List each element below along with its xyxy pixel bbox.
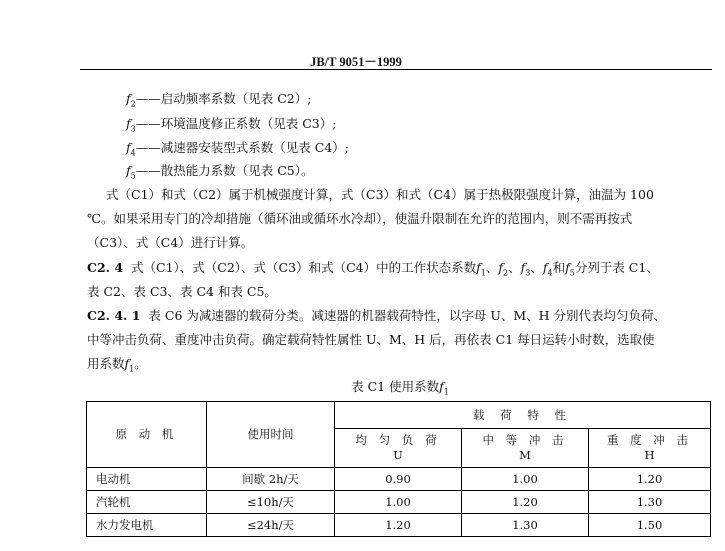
section-number: C2. 4. 1 xyxy=(87,308,141,323)
para2-text-c: 分列于表 C1、 xyxy=(574,260,659,275)
symbol-sub: 5 xyxy=(130,171,136,181)
para1-line3: （C3）、式（C4）进行计算。 xyxy=(87,235,254,250)
cell-heavy: 1.30 xyxy=(589,491,711,514)
symbol: f xyxy=(126,116,131,131)
header-usage-time: 使用时间 xyxy=(207,402,335,468)
cell-prime-mover: 汽轮机 xyxy=(87,491,207,514)
definition-f2 xyxy=(126,91,311,113)
para3-line2: 中等冲击负荷、重度冲击负荷。确定载荷特性属性 U、M、H 后，再依表 C1 每日运转小时数，选取使 xyxy=(87,332,655,347)
para1-line2: ℃。如果采用专门的冷却措施（循环油或循环水冷却），使温升限制在允许的范围内，则不需再按式 xyxy=(87,211,633,226)
symbol: f xyxy=(126,140,131,155)
cell-medium: 1.00 xyxy=(462,468,589,491)
table-title: 表 C1 使用系数$f_1$ xyxy=(351,379,449,397)
para3-text: 表 C6 为减速器的载荷分类。减速器的机器载荷特性，以字母 U、M、H 分别代表均匀负荷、 xyxy=(148,308,667,323)
header-heavy: 重 度 冲 击 H xyxy=(589,429,711,468)
definition-f4 xyxy=(126,140,349,162)
header-uniform: 均 匀 负 荷 U xyxy=(335,429,462,468)
table-title-text: 表 C1 使用系数 xyxy=(351,379,440,394)
para3-text: 用系数 xyxy=(87,356,125,371)
cell-usage-time: ≤10h/天 xyxy=(207,491,335,514)
para2-line1: C2. 4 式（C1）、式（C2）、式（C3）和式（C4）中的工作状态系数$f_1$、$f_2$、$f_3$、$f_4$和$f_5$分列于表 C1、 xyxy=(87,260,659,278)
cell-uniform: 1.20 xyxy=(335,514,462,537)
table-row xyxy=(87,491,711,514)
header-rule xyxy=(80,69,712,70)
header-prime-mover: 原 动 机 xyxy=(87,402,207,468)
cell-heavy: 1.20 xyxy=(589,468,711,491)
usage-factor-table xyxy=(86,401,711,537)
section-number: C2. 4 xyxy=(87,260,124,275)
para3-line1 xyxy=(87,308,666,324)
definition-text: ——散热能力系数（见表 C5）。 xyxy=(135,163,314,178)
definition-f3 xyxy=(126,116,336,138)
header-medium: 中 等 冲 击 M xyxy=(462,429,589,468)
para3-line3: 用系数$f_1$。 xyxy=(87,356,147,374)
cell-uniform: 0.90 xyxy=(335,468,462,491)
cell-prime-mover: 水力发电机 xyxy=(87,514,207,537)
table-row xyxy=(87,468,711,491)
cell-usage-time: 间歇 2h/天 xyxy=(207,468,335,491)
symbol-sub: 4 xyxy=(130,148,136,158)
document-code-header: JB/T 9051－1999 xyxy=(310,55,402,69)
para2-text-a: 式（C1）、式（C2）、式（C3）和式（C4）中的工作状态系数 xyxy=(131,260,477,275)
cell-usage-time: ≤24h/天 xyxy=(207,514,335,537)
cell-uniform: 1.00 xyxy=(335,491,462,514)
para2-text-b: 和 xyxy=(552,260,566,275)
symbol-sub: 2 xyxy=(130,99,136,109)
table-row xyxy=(87,514,711,537)
cell-medium: 1.20 xyxy=(462,491,589,514)
definition-f5 xyxy=(126,163,313,185)
cell-medium: 1.30 xyxy=(462,514,589,537)
definition-text: ——减速器安装型式系数（见表 C4）; xyxy=(135,140,349,155)
symbol-sub: 3 xyxy=(130,124,136,134)
symbol: f xyxy=(126,163,131,178)
para1-line1: 式（C1）和式（C2）属于机械强度计算，式（C3）和式（C4）属于热极限强度计算，油温为 100 xyxy=(106,187,654,202)
header-load-characteristic: 载 荷 特 性 xyxy=(335,402,711,429)
table-header-row xyxy=(87,402,711,429)
para2-line2: 表 C2、表 C3、表 C4 和表 C5。 xyxy=(87,284,277,299)
cell-heavy: 1.50 xyxy=(589,514,711,537)
symbol: f xyxy=(126,91,131,106)
definition-text: ——启动频率系数（见表 C2）; xyxy=(135,91,312,106)
definition-text: ——环境温度修正系数（见表 C3）; xyxy=(135,116,337,131)
cell-prime-mover: 电动机 xyxy=(87,468,207,491)
